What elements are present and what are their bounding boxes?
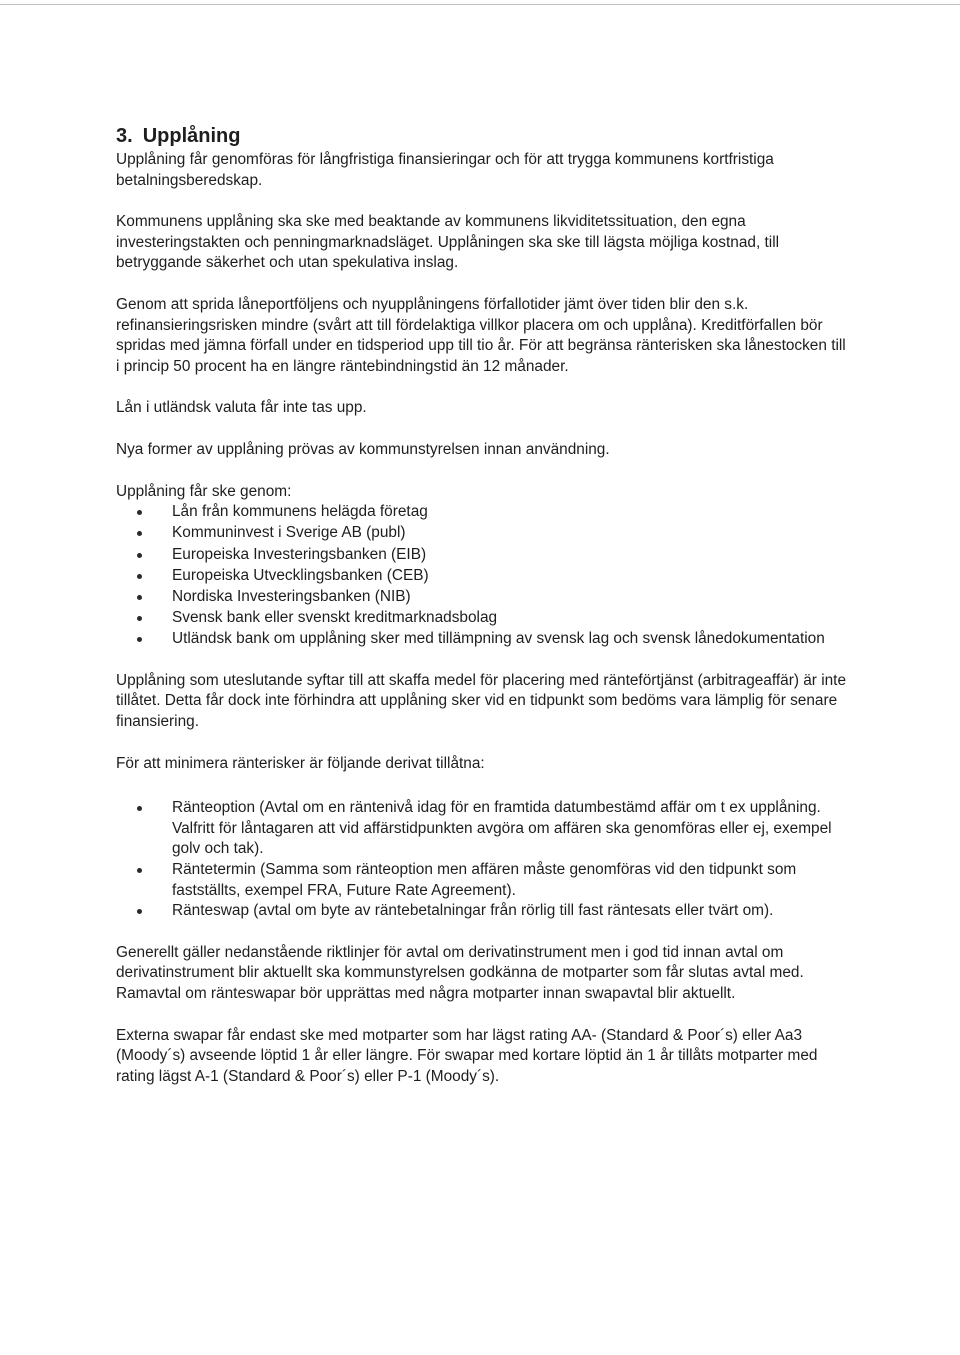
document-page bbox=[116, 124, 846, 1108]
page-top-rule bbox=[0, 4, 960, 5]
paragraph-foreign-currency: Lån i utländsk valuta får inte tas upp. bbox=[116, 399, 367, 417]
paragraph-new-forms: Nya former av upplåning prövas av kommunstyrelsen innan användning. bbox=[116, 440, 610, 458]
list-item: Svensk bank eller svenskt kreditmarknadsbolag bbox=[116, 608, 846, 629]
bullet-icon bbox=[137, 595, 142, 600]
bullet-icon bbox=[137, 574, 142, 579]
bullet-icon bbox=[137, 806, 142, 811]
bullet-icon bbox=[137, 510, 142, 515]
lenders-list bbox=[116, 502, 846, 650]
paragraph-refinancing-risk: Genom att sprida låneportföljens och nyupplåningens förfallotider jämt över tiden blir den s.k. refinansieringsrisken mindre (svårt att till fördelaktiga villkor placera om och upplåna). Kreditförfallen bör spridas med jämna förfall under en tidsperiod upp till tio år. För att begränsa ränterisken ska lånestocken till i princip 50 procent ha en längre räntebindningstid än 12 månader. bbox=[116, 295, 846, 375]
bullet-icon bbox=[137, 553, 142, 558]
paragraph-purpose: Upplåning får genomföras för långfristiga finansieringar och för att trygga kommunens kortfristiga betalningsberedskap. bbox=[116, 151, 774, 189]
list-item: Räntetermin (Samma som ränteoption men affären måste genomföras vid den tidpunkt som fastställts, exempel FRA, Future Rate Agreement). bbox=[116, 860, 846, 901]
section-title: Upplåning bbox=[142, 125, 241, 147]
derivatives-list bbox=[116, 798, 846, 922]
list-item: Ränteoption (Avtal om en räntenivå idag för en framtida datumbestämd affär om t ex upplåning. Valfritt för låntagaren att vid affärstidpunkten avgöra om affären ska genomföras eller ej, exempel golv och tak). bbox=[116, 798, 846, 860]
list-item: Europeiska Utvecklingsbanken (CEB) bbox=[116, 566, 846, 587]
section-number: 3. bbox=[116, 125, 133, 147]
section-heading bbox=[116, 124, 846, 148]
paragraph-guidelines: Generellt gäller nedanstående riktlinjer för avtal om derivatinstrument men i god tid innan avtal om derivatinstrument blir aktuellt ska kommunstyrelsen godkänna de motparter som får slutas avtal med. Ramavtal om ränteswapar bör upprättas med några motparter innan swapavtal blir aktuellt. bbox=[116, 943, 804, 1002]
bullet-icon bbox=[137, 909, 142, 914]
list-item: Ränteswap (avtal om byte av räntebetalningar från rörlig till fast räntesats eller tvärt om). bbox=[116, 901, 846, 922]
paragraph-lenders-intro: Upplåning får ske genom: bbox=[116, 482, 292, 500]
list-item: Lån från kommunens helägda företag bbox=[116, 502, 846, 523]
paragraph-arbitrage: Upplåning som uteslutande syftar till att skaffa medel för placering med ränteförtjänst (arbitrageaffär) är inte tillåtet. Detta får dock inte förhindra att upplåning sker vid en tidpunkt som bedöms vara lämplig för senare finansiering. bbox=[116, 671, 847, 731]
bullet-icon bbox=[137, 616, 142, 621]
paragraph-considerations: Kommunens upplåning ska ske med beaktande av kommunens likviditetssituation, den egna investeringstakten och penningmarknadsläget. Upplåningen ska ske till lägsta möjliga kostnad, till betryggande säkerhet och utan spekulativa inslag. bbox=[116, 213, 780, 272]
list-item: Kommuninvest i Sverige AB (publ) bbox=[116, 523, 846, 544]
bullet-icon bbox=[137, 531, 142, 536]
bullet-icon bbox=[137, 868, 142, 873]
bullet-icon bbox=[137, 637, 142, 642]
paragraph-swap-rating: Externa swapar får endast ske med motparter som har lägst rating AA- (Standard & Poor´s) eller Aa3 (Moody´s) avseende löptid 1 år eller längre. För swapar med kortare löptid än 1 år tillåts motparter med rating lägst A-1 (Standard & Poor´s) eller P-1 (Moody´s). bbox=[116, 1026, 818, 1085]
list-item: Nordiska Investeringsbanken (NIB) bbox=[116, 587, 846, 608]
paragraph-derivatives-intro: För att minimera ränterisker är följande derivat tillåtna: bbox=[116, 754, 485, 772]
list-item: Europeiska Investeringsbanken (EIB) bbox=[116, 545, 846, 566]
list-item: Utländsk bank om upplåning sker med tillämpning av svensk lag och svensk lånedokumentation bbox=[116, 629, 846, 650]
